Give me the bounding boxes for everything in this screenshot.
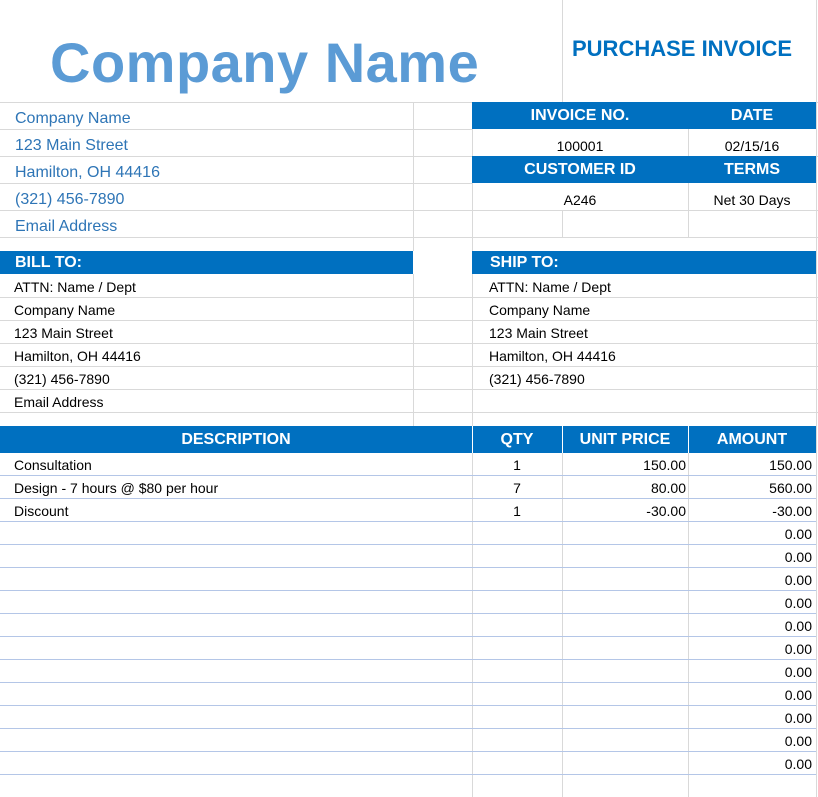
row-divider — [0, 636, 816, 637]
gridline — [0, 183, 472, 184]
row-description: Design - 7 hours @ $80 per hour — [14, 480, 219, 496]
bill-to-attn: ATTN: Name / Dept — [14, 279, 136, 295]
row-divider — [0, 613, 816, 614]
ship-to-company: Company Name — [489, 302, 591, 318]
row-amount: 0.00 — [784, 595, 812, 611]
bill-to-label: BILL TO: — [15, 253, 82, 271]
row-amount: 0.00 — [784, 526, 812, 542]
ship-to-street: 123 Main Street — [489, 325, 588, 341]
bill-to-city: Hamilton, OH 44416 — [14, 348, 141, 364]
row-amount: 560.00 — [769, 480, 812, 496]
bill-to-phone: (321) 456-7890 — [14, 371, 110, 387]
gridline — [0, 320, 818, 321]
row-divider — [0, 475, 816, 476]
row-divider — [0, 544, 816, 545]
invoice-no-value: 100001 — [556, 138, 604, 154]
customer-id-label: CUSTOMER ID — [524, 160, 636, 178]
row-divider — [0, 590, 816, 591]
row-qty: 1 — [513, 503, 521, 519]
row-description: Discount — [14, 503, 69, 519]
row-amount: 0.00 — [784, 756, 812, 772]
company-city: Hamilton, OH 44416 — [15, 164, 160, 181]
gridline — [0, 343, 818, 344]
row-unit-price: 150.00 — [643, 457, 686, 473]
row-unit-price: 80.00 — [650, 480, 686, 496]
gridline — [0, 210, 472, 211]
gridline — [562, 0, 563, 102]
row-amount: 0.00 — [784, 572, 812, 588]
description-header: DESCRIPTION — [181, 430, 291, 448]
bill-to-street: 123 Main Street — [14, 325, 113, 341]
gridline — [413, 102, 414, 251]
row-amount: 150.00 — [769, 457, 812, 473]
row-qty: 7 — [513, 480, 521, 496]
bill-to-header — [0, 251, 413, 274]
row-divider — [0, 521, 816, 522]
ship-to-header — [472, 251, 816, 274]
row-unit-price: -30.00 — [646, 503, 686, 519]
gridline — [0, 237, 818, 238]
row-qty: 1 — [513, 457, 521, 473]
gridline — [562, 210, 563, 237]
gridline — [0, 156, 472, 157]
row-amount: 0.00 — [784, 733, 812, 749]
row-divider — [0, 498, 816, 499]
header-divider — [688, 426, 689, 453]
row-divider — [0, 728, 816, 729]
row-divider — [0, 774, 816, 775]
header-divider — [472, 426, 473, 453]
row-divider — [0, 751, 816, 752]
company-street: 123 Main Street — [15, 137, 128, 154]
gridline — [0, 412, 818, 413]
amount-header: AMOUNT — [716, 430, 788, 448]
ship-to-phone: (321) 456-7890 — [489, 371, 585, 387]
row-amount: 0.00 — [784, 549, 812, 565]
ship-to-label: SHIP TO: — [490, 253, 559, 271]
document-title: PURCHASE INVOICE — [572, 36, 793, 61]
qty-header: QTY — [500, 430, 534, 448]
company-name: Company Name — [15, 110, 131, 127]
company-name-title: Company Name — [50, 31, 480, 94]
row-amount: 0.00 — [784, 618, 812, 634]
gridline — [0, 129, 472, 130]
gridline — [472, 210, 818, 211]
row-amount: 0.00 — [784, 687, 812, 703]
row-amount: 0.00 — [784, 710, 812, 726]
row-divider — [0, 705, 816, 706]
terms-value: Net 30 Days — [713, 192, 791, 208]
customer-id-value: A246 — [563, 192, 597, 208]
gridline — [0, 297, 818, 298]
date-value: 02/15/16 — [724, 138, 780, 154]
row-divider — [0, 682, 816, 683]
row-amount: -30.00 — [772, 503, 812, 519]
unit-price-header: UNIT PRICE — [579, 430, 671, 448]
customer-info-header — [472, 156, 816, 183]
company-email: Email Address — [15, 218, 118, 235]
bill-to-email: Email Address — [14, 394, 104, 410]
bill-to-company: Company Name — [14, 302, 116, 318]
gridline — [0, 389, 818, 390]
ship-to-city: Hamilton, OH 44416 — [489, 348, 616, 364]
header-divider — [562, 426, 563, 453]
row-amount: 0.00 — [784, 664, 812, 680]
row-description: Consultation — [14, 457, 92, 473]
row-divider — [0, 567, 816, 568]
invoice-info-header — [472, 102, 816, 129]
gridline — [816, 0, 817, 797]
company-phone: (321) 456-7890 — [15, 191, 125, 208]
date-label: DATE — [730, 106, 774, 124]
items-table-header — [0, 426, 816, 453]
gridline — [0, 366, 818, 367]
row-amount: 0.00 — [784, 641, 812, 657]
ship-to-attn: ATTN: Name / Dept — [489, 279, 611, 295]
row-divider — [0, 659, 816, 660]
terms-label: TERMS — [724, 160, 780, 178]
invoice-no-label: INVOICE NO. — [530, 106, 630, 124]
